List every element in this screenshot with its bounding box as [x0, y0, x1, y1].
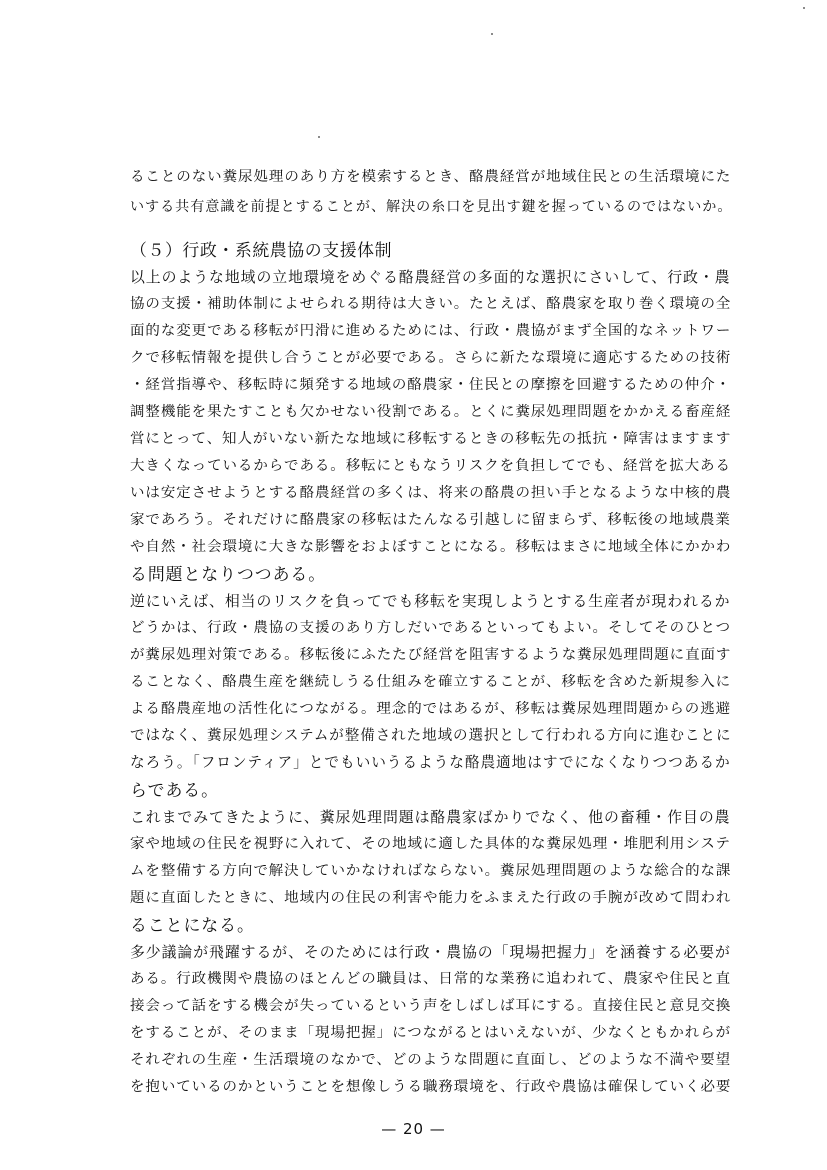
text-line: 営にとって、知人がいない新たな地域に移転するときの移転先の抵抗・障害はますます	[130, 431, 732, 447]
text-line: クで移転情報を提供し合うことが必要である。さらに新たな環境に適応するための技術	[130, 350, 732, 366]
text-line: る問題となりつつある。	[130, 564, 327, 584]
text-line: 逆にいえば、相当のリスクを負ってでも移転を実現しようとする生産者が現われるか	[130, 592, 731, 610]
text-line: 接会って話をする機会が失っているという声をしばしば耳にする。直接住民と意見交換	[130, 998, 732, 1014]
scan-speck	[318, 136, 320, 138]
text-line: ることのない糞尿処理のあり方を模索するとき、酪農経営が地域住民との生活環境にた	[130, 169, 732, 185]
text-line: 協の支援・補助体制によせられる期待は大きい。たとえば、酪農家を取り巻く環境の全	[130, 296, 732, 312]
text-line: 多少議論が飛躍するが、そのためには行政・農協の「現場把握力」を涵養する必要が	[130, 943, 731, 961]
text-line: いする共有意識を前提とすることが、解決の糸口を見出す鍵を握っているのではないか。	[130, 199, 733, 215]
text-line: ることなく、酪農生産を継続しうる仕組みを確立することが、移転を含めた新規参入に	[130, 674, 732, 690]
text-line: よる酪農産地の活性化につながる。理念的ではあるが、移転は糞尿処理問題からの逃避	[130, 701, 732, 717]
text-line: ではなく、糞尿処理システムが整備された地域の選択として行われる方向に進むことに	[130, 728, 732, 744]
text-line: 以上のような地域の立地環境をめぐる酪農経営の多面的な選択にさいして、行政・農	[130, 268, 731, 286]
text-line: 家や地域の住民を視野に入れて、その地域に適した具体的な糞尿処理・堆肥利用システ	[130, 836, 731, 852]
text-line: 題に直面したときに、地域内の住民の利害や能力をふまえた行政の手腕が改めて問われ	[130, 890, 732, 906]
text-line: 調整機能を果たすことも欠かせない役割である。とくに糞尿処理問題をかかえる畜産経	[130, 404, 732, 420]
text-line: や自然・社会環境に大きな影響をおよぼすことになる。移転はまさに地域全体にかかわ	[130, 539, 732, 555]
text-line: これまでみてきたように、糞尿処理問題は酪農家ばかりでなく、他の畜種・作目の農	[130, 808, 731, 826]
text-line: 面的な変更である移転が円滑に進めるためには、行政・農協がまず全国的なネットワー	[130, 323, 732, 339]
text-line: それぞれの生産・生活環境のなかで、どのような問題に直面し、どのような不満や要望	[130, 1052, 732, 1068]
text-line: ることになる。	[130, 915, 255, 935]
page-number: — 20 —	[381, 1120, 446, 1138]
text-line: なろう。「フロンティア」とでもいいうるような酪農適地はすでになくなりつつあるか	[130, 754, 731, 771]
text-line: ある。行政機関や農協のほとんどの職員は、日常的な業務に追われて、農家や住民と直	[130, 971, 732, 987]
text-line: をすることが、そのまま「現場把握」につながるとはいえないが、少なくともかれらが	[130, 1025, 732, 1041]
text-line: 家であろう。それだけに酪農家の移転はたんなる引越しに留まらず、移転後の地域農業	[130, 512, 731, 528]
text-line: 大きくなっているからである。移転にともなうリスクを負担してでも、経営を拡大ある	[130, 458, 731, 474]
text-line: いは安定させようとする酪農経営の多くは、将来の酪農の担い手となるような中核的農	[130, 485, 732, 501]
text-line: らである。	[130, 780, 219, 800]
text-line: が糞尿処理対策である。移転後にふたたび経営を阻害するような糞尿処理問題に直面す	[130, 647, 732, 663]
text-line: ムを整備する方向で解決していかなければならない。糞尿処理問題のような総合的な課	[130, 863, 732, 879]
text-line: どうかは、行政・農協の支援のあり方しだいであるといってもよい。そしてそのひとつ	[130, 620, 732, 636]
text-line: を抱いているのかということを想像しうる職務環境を、行政や農協は確保していく必要	[130, 1079, 732, 1095]
text-line: ・経営指導や、移転時に頻発する地域の酪農家・住民との摩擦を回避するための仲介・	[130, 377, 732, 393]
scan-speck	[803, 7, 805, 9]
scan-speck	[491, 33, 493, 35]
section-heading: （５）行政・系統農協の支援体制	[130, 240, 393, 260]
